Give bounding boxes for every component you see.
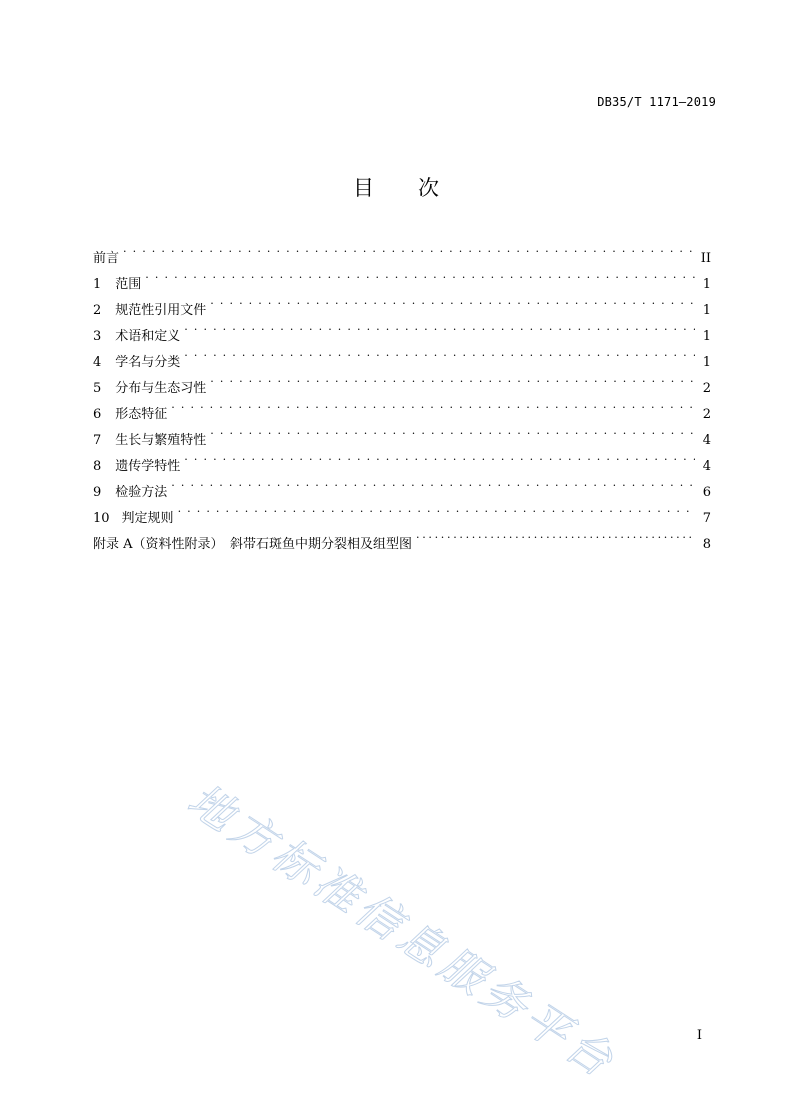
toc-leader-dots [184, 444, 695, 470]
toc-entry-scope[interactable] [93, 262, 711, 292]
toc-entry-morphology[interactable] [93, 392, 711, 422]
toc-leader-dots [171, 470, 695, 496]
toc-leader-dots [210, 366, 695, 392]
toc-entry-number: 5 [93, 381, 102, 396]
toc-entry-label: 形态特征 [115, 407, 168, 422]
toc-entry-label: 前言 [93, 251, 120, 266]
toc-entry-judgement-rules[interactable] [93, 496, 711, 526]
toc-entry-page: 2 [702, 407, 711, 422]
toc-entry-page: 6 [702, 485, 711, 500]
toc-entry-label: 判定规则 [121, 511, 174, 526]
toc-entry-appendix-a[interactable] [93, 522, 711, 552]
toc-entry-page: II [700, 251, 711, 266]
toc-entry-label: 检验方法 [115, 485, 168, 500]
toc-entry-page: 7 [702, 511, 711, 526]
toc-entry-label: 规范性引用文件 [115, 303, 207, 318]
document-code: DB35/T 1171—2019 [597, 95, 716, 109]
toc-entry-page: 8 [702, 537, 711, 552]
toc-entry-genetics[interactable] [93, 444, 711, 474]
toc-leader-dots [416, 522, 695, 548]
toc-entry-page: 1 [702, 303, 711, 318]
toc-entry-normative-references[interactable] [93, 288, 711, 318]
watermark: 地方标准信息服务平台 [178, 774, 626, 1090]
toc-entry-label: 学名与分类 [115, 355, 181, 370]
toc-entry-page: 2 [702, 381, 711, 396]
toc-entry-number: 2 [93, 303, 102, 318]
toc-entry-foreword[interactable] [93, 236, 711, 266]
toc-entry-label: 分布与生态习性 [115, 381, 207, 396]
toc-entry-number: 10 [93, 511, 110, 526]
toc-entry-taxonomy[interactable] [93, 340, 711, 370]
toc-leader-dots [184, 314, 695, 340]
toc-leader-dots [145, 262, 695, 288]
toc-entry-distribution-ecology[interactable] [93, 366, 711, 396]
toc-entry-number: 9 [93, 485, 102, 500]
toc-entry-page: 1 [702, 355, 711, 370]
toc-entry-number: 6 [93, 407, 102, 422]
toc-entry-terms-definitions[interactable] [93, 314, 711, 344]
toc-entry-page: 4 [702, 433, 711, 448]
toc-entry-label: 遗传学特性 [115, 459, 181, 474]
toc-entry-number: 4 [93, 355, 102, 370]
toc-entry-page: 1 [702, 329, 711, 344]
toc-entry-number: 1 [93, 277, 102, 292]
toc-leader-dots [123, 236, 695, 262]
toc-entry-number: 8 [93, 459, 102, 474]
toc-leader-dots [210, 288, 695, 314]
toc-entry-label: 生长与繁殖特性 [115, 433, 207, 448]
page-title: 目次 [353, 176, 483, 200]
toc-entry-label: 术语和定义 [115, 329, 181, 344]
toc-leader-dots [171, 392, 695, 418]
toc-entry-number: 7 [93, 433, 102, 448]
toc-entry-growth-reproduction[interactable] [93, 418, 711, 448]
toc-entry-label: 范围 [115, 277, 142, 292]
toc-leader-dots [210, 418, 695, 444]
toc-leader-dots [178, 496, 695, 522]
table-of-contents [93, 236, 711, 552]
toc-entry-test-methods[interactable] [93, 470, 711, 500]
toc-entry-number: 3 [93, 329, 102, 344]
toc-entry-page: 1 [702, 277, 711, 292]
page-number: I [696, 1028, 702, 1043]
toc-entry-label: 附录 A（资料性附录） 斜带石斑鱼中期分裂相及组型图 [93, 537, 413, 552]
toc-entry-page: 4 [702, 459, 711, 474]
toc-leader-dots [184, 340, 695, 366]
